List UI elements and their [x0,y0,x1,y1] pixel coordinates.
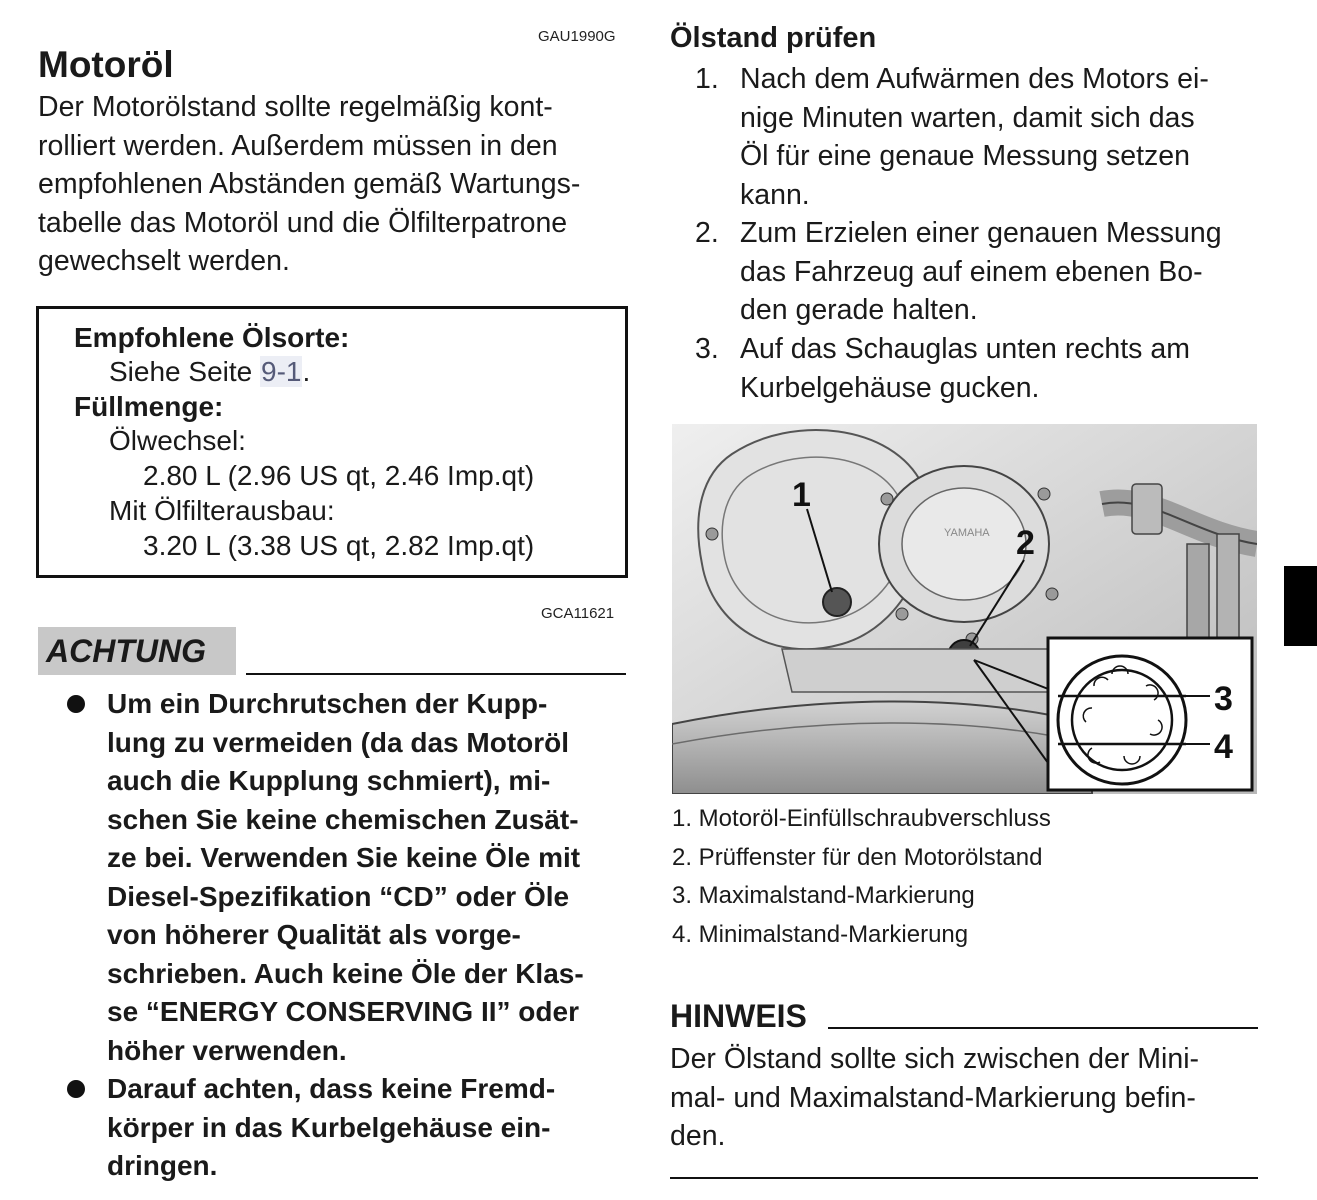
emblem-text: YAMAHA [944,527,990,539]
intro-line: gewechselt werden. [38,245,290,277]
caution-line: Um ein Durchrutschen der Kupp- [107,688,548,719]
spec-box [36,306,628,578]
caution-line: lung zu vermeiden (da das Motoröl [107,726,570,758]
step-line: Nach dem Aufwärmen des Motors ei- [740,63,1209,95]
bullet-icon [67,1080,85,1098]
see-page-suffix: . [302,356,311,387]
note-line: mal- und Maximalstand-Markierung befin- [670,1081,1196,1114]
caution-line: schrieben. Auch keine Öle der Klas- [107,957,584,989]
callout-3: 3 [1214,680,1233,718]
caution-line: Darauf achten, dass keine Fremd- [107,1073,556,1104]
chapter-tab [1284,566,1317,646]
page-title: Motoröl [38,44,174,85]
oil-type-label: Empfohlene Ölsorte: [74,322,350,353]
caution-item [107,685,584,1070]
step-line: nige Minuten warten, damit sich das [740,101,1195,134]
legend-item: 1. Motoröl-Einfüllschraubverschluss [672,805,1051,832]
page-reference-link[interactable]: 9-1 [261,356,302,387]
caution-line: Diesel-Spezifikation “CD” oder Öle [107,880,570,912]
section-title: Ölstand prüfen [670,22,877,54]
step-line: den gerade halten. [740,294,978,326]
step-line: Zum Erzielen einer genauen Messung [740,217,1222,249]
callout-4: 4 [1214,728,1233,766]
note-line: Der Ölstand sollte sich zwischen der Mini- [670,1043,1200,1075]
legend-item: 3. Maximalstand-Markierung [672,882,975,909]
step-number: 3. [695,333,719,365]
note-text [670,1040,1199,1156]
caution-line: von höherer Qualität als vorge- [107,919,521,950]
caution-line: auch die Kupplung schmiert), mi- [107,765,551,796]
with-filter-label: Mit Ölfilterausbau: [109,495,335,526]
caution-code: GCA11621 [541,605,615,622]
capacity-label: Füllmenge: [74,391,224,422]
callout-2: 2 [1016,524,1035,562]
caution-line: höher verwenden. [107,1034,347,1066]
with-filter-value: 3.20 L (3.38 US qt, 2.82 Imp.qt) [143,530,535,561]
step-text [740,330,1190,407]
engine-figure [672,424,1257,794]
step-text [740,214,1222,330]
intro-line: rolliert werden. Außerdem müssen in den [38,129,558,162]
note-rule-bottom [670,1177,1258,1179]
legend-item: 4. Minimalstand-Markierung [672,920,969,948]
see-page-prefix: Siehe Seite [109,356,260,387]
intro-paragraph [38,88,580,281]
caution-line: se “ENERGY CONSERVING II” oder [107,996,579,1027]
figure-legend [672,800,1051,954]
step-line: Auf das Schauglas unten rechts am [740,333,1190,365]
caution-line: dringen. [107,1150,218,1181]
step-text [740,60,1209,214]
note-line: den. [670,1120,726,1152]
section-code: GAU1990G [538,28,616,45]
step-number: 2. [695,217,719,249]
step-line: das Fahrzeug auf einem ebenen Bo- [740,255,1203,288]
caution-rule [246,673,626,675]
caution-line: körper in das Kurbelgehäuse ein- [107,1111,551,1143]
intro-line: Der Motorölstand sollte regelmäßig kont- [38,91,553,123]
intro-line: empfohlenen Abständen gemäß Wartungs- [38,168,581,200]
intro-line: tabelle das Motoröl und die Ölfilterpatrone [38,206,568,239]
oil-change-label: Ölwechsel: [109,425,246,456]
caution-line: ze bei. Verwenden Sie keine Öle mit [107,842,581,873]
callout-1: 1 [792,476,811,514]
step-line: Kurbelgehäuse gucken. [740,371,1040,404]
step-number: 1. [695,63,719,95]
caution-line: schen Sie keine chemischen Zusät- [107,803,579,835]
legend-item: 2. Prüffenster für den Motorölstand [672,843,1043,871]
bullet-icon [67,695,85,713]
note-rule-top [828,1027,1258,1029]
caution-title: ACHTUNG [38,627,236,675]
caution-item [107,1070,555,1186]
note-title: HINWEIS [670,998,807,1034]
step-line: Öl für eine genaue Messung setzen [740,140,1190,172]
see-page-line [109,355,310,389]
step-line: kann. [740,178,810,211]
oil-change-value: 2.80 L (2.96 US qt, 2.46 Imp.qt) [143,460,535,491]
engine-illustration [672,424,1257,794]
